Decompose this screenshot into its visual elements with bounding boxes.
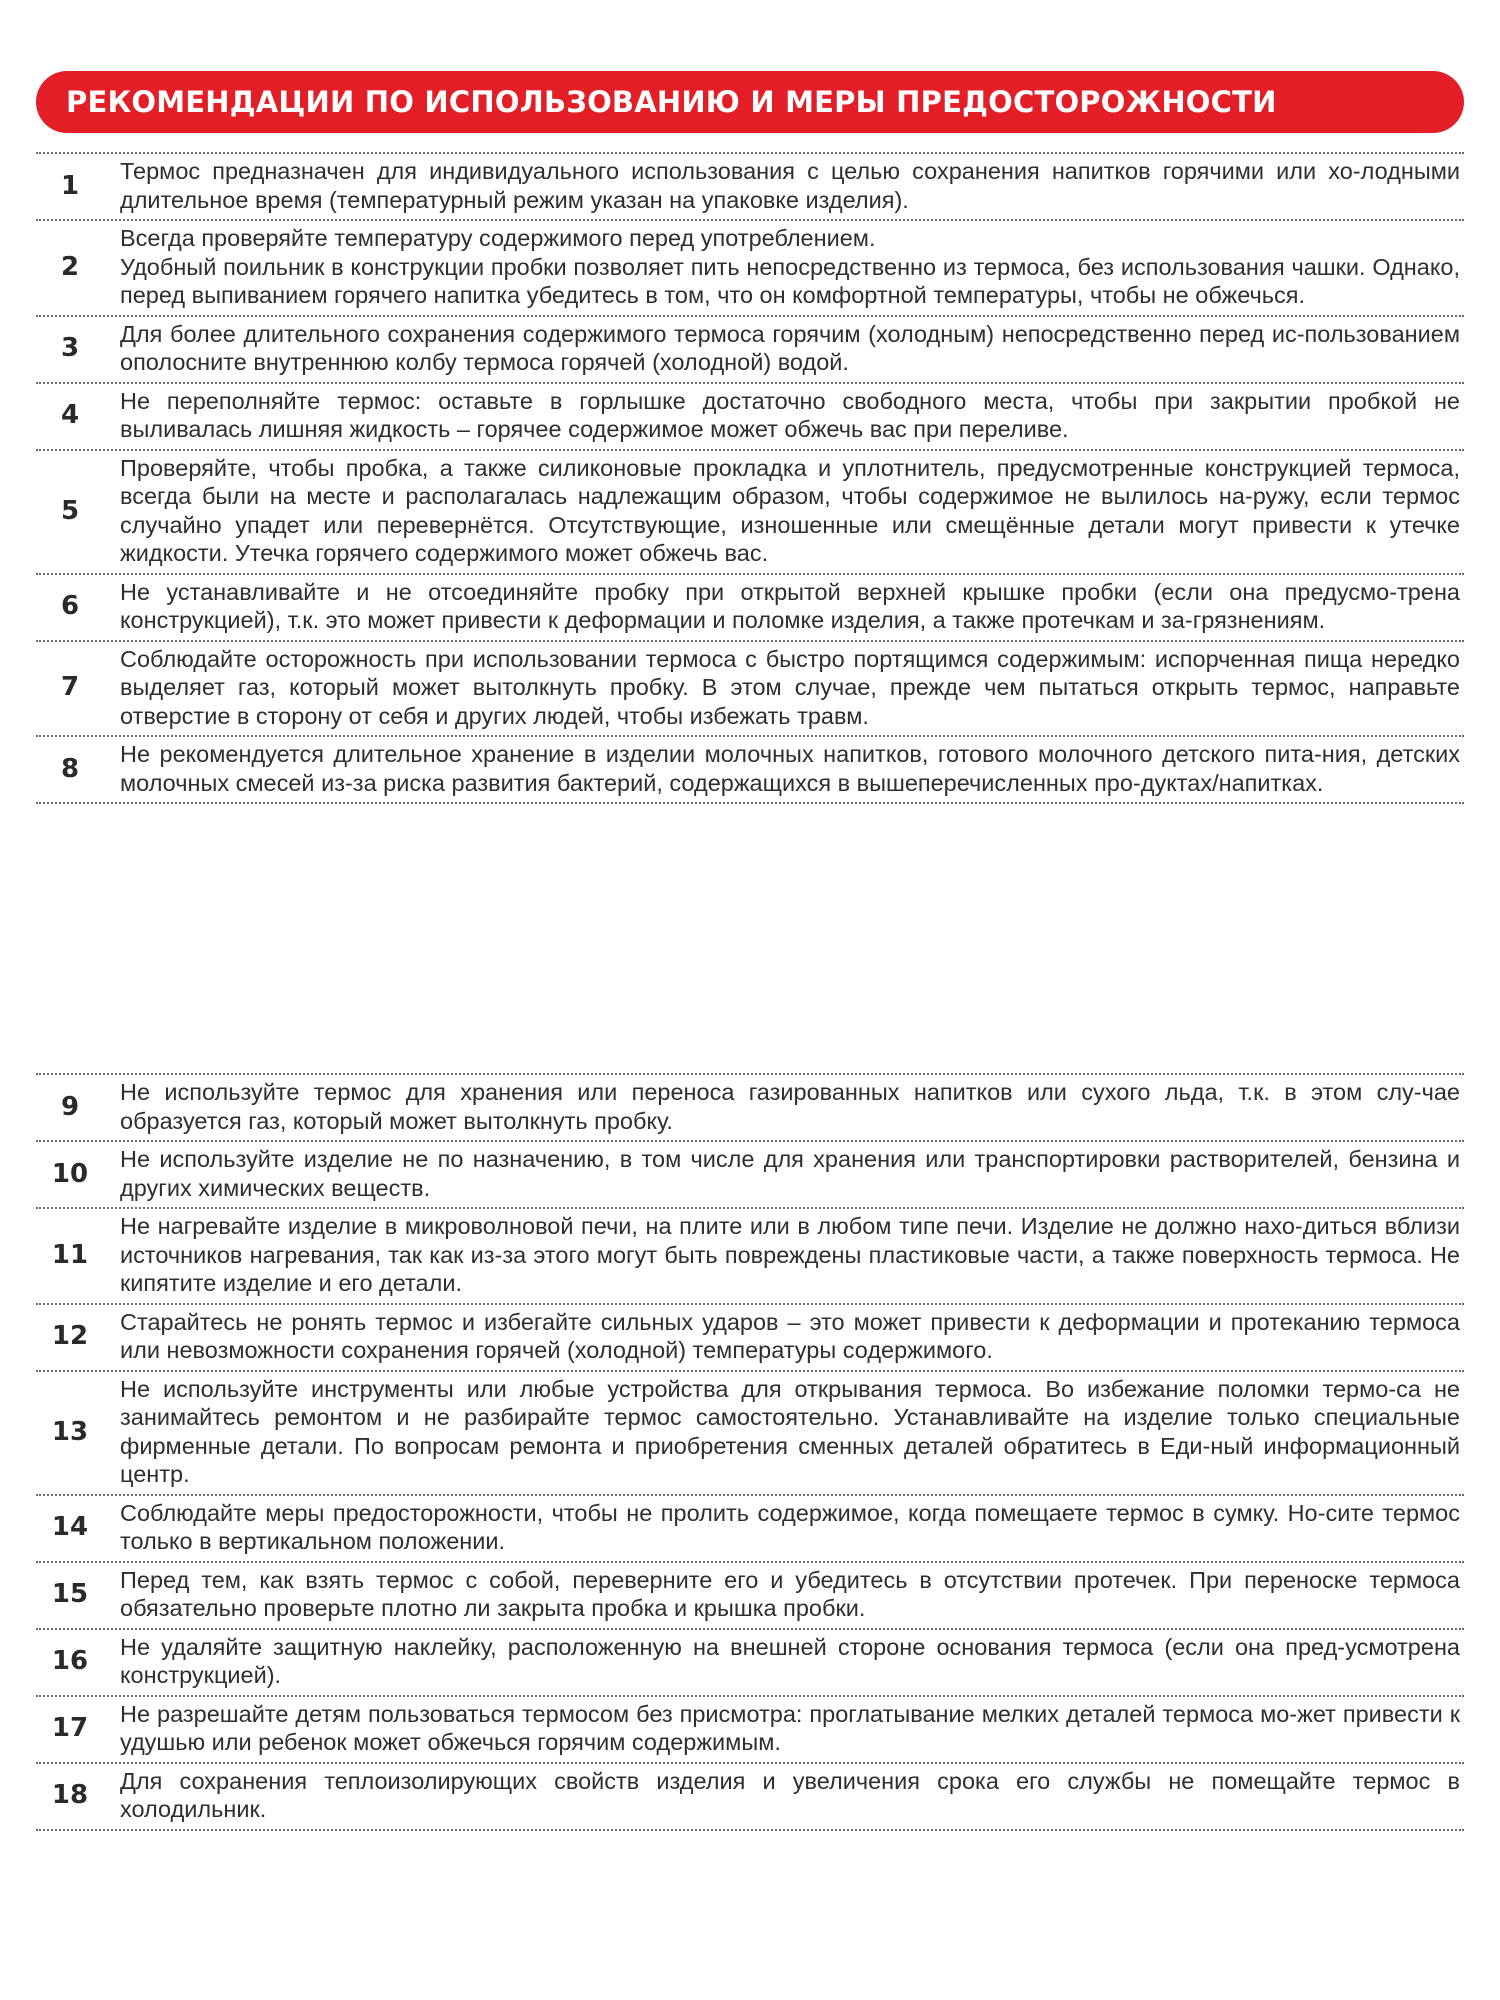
item-text: Перед тем, как взять термос с собой, переверните его и убедитесь в отсутствии протечек. При переноске термоса обязательно проверьте плотно ли закрыта пробка и крышка пробки. <box>120 1566 1460 1621</box>
item-number: 18 <box>51 1780 89 1810</box>
item-number: 16 <box>51 1646 89 1676</box>
list-item <box>36 575 1464 642</box>
item-number: 3 <box>60 333 80 363</box>
item-number: 2 <box>60 251 80 282</box>
item-number: 7 <box>60 672 80 703</box>
list-item <box>36 1764 1464 1831</box>
item-number: 15 <box>51 1579 89 1609</box>
list-item <box>36 737 1464 804</box>
item-text: Термос предназначен для индивидуального использования с целью сохранения напитков горячими или хо-лодными длительное время (температурный режим указан на упаковке изделия). <box>120 158 1460 213</box>
recommendations-list-part-1 <box>36 152 1464 804</box>
item-text: Не нагревайте изделие в микроволновой печи, на плите или в любом типе печи. Изделие не должно нахо-диться вблизи источников нагревания, так как из-за этого могут быть повреждены пластиковые части, а также поверхность термоса. Не кипятите изделие и его детали. <box>120 1213 1460 1296</box>
section-title: РЕКОМЕНДАЦИИ ПО ИСПОЛЬЗОВАНИЮ И МЕРЫ ПРЕДОСТОРОЖНОСТИ <box>66 85 1277 119</box>
item-text: Не переполняйте термос: оставьте в горлышке достаточно свободного места, чтобы при закрытии пробкой не выливалась лишняя жидкость – горячее содержимое может обжечь вас при переливе. <box>120 387 1460 442</box>
item-text: Не разрешайте детям пользоваться термосом без присмотра: проглатывание мелких деталей термоса мо-жет привести к удушью или ребенок может обжечься горячим содержимым. <box>120 1700 1460 1755</box>
item-text: Всегда проверяйте температуру содержимого перед употреблением. Удобный поильник в конструкции пробки позволяет пить непосредственно из термоса, без использования чашки. Однако, перед выпиванием горячего напитка убедитесь в том, что он комфортной температуры, чтобы не обжечься. <box>120 225 1460 308</box>
item-number: 9 <box>60 1091 80 1122</box>
list-item <box>36 1305 1464 1372</box>
list-item <box>36 451 1464 575</box>
item-number: 8 <box>60 753 80 784</box>
section-header <box>36 71 1464 133</box>
item-number: 6 <box>60 591 80 621</box>
item-text: Соблюдайте меры предосторожности, чтобы не пролить содержимое, когда помещаете термос в сумку. Но-сите термос только в вертикальном положении. <box>120 1499 1460 1554</box>
list-item <box>36 1075 1464 1142</box>
item-text: Соблюдайте осторожность при использовании термоса с быстро портящимся содержимым: испорченная пища нередко выделяет газ, который может вытолкнуть пробку. В этом случае, прежде чем пытаться открыть термос, направьте отверстие в сторону от себя и других людей, чтобы избежать травм. <box>120 645 1460 729</box>
item-text: Старайтесь не ронять термос и избегайте сильных ударов – это может привести к деформации и протеканию термоса или невозможности сохранения горячей (холодной) температуры содержимого. <box>120 1308 1460 1363</box>
list-item <box>36 154 1464 221</box>
list-item <box>36 1372 1464 1496</box>
recommendations-list-part-2 <box>36 1073 1464 1831</box>
item-text: Не рекомендуется длительное хранение в изделии молочных напитков, готового молочного детского пита-ния, детских молочных смесей из-за риска развития бактерий, содержащихся в вышеперечисленных про-дуктах/напитках. <box>120 741 1460 796</box>
list-item <box>36 1142 1464 1209</box>
item-number: 5 <box>60 495 80 526</box>
item-text: Для более длительного сохранения содержимого термоса горячим (холодным) непосредственно перед ис-пользованием ополосните внутреннюю колбу термоса горячей (холодной) водой. <box>120 320 1460 375</box>
item-number: 11 <box>51 1239 89 1270</box>
list-item <box>36 221 1464 317</box>
item-number: 10 <box>51 1158 89 1189</box>
item-number: 13 <box>51 1416 89 1447</box>
item-number: 1 <box>60 170 80 201</box>
item-text: Не устанавливайте и не отсоединяйте пробку при открытой верхней крышке пробки (если она предусмо-трена конструкцией), т.к. это может привести к деформации и поломке изделия, а также протечкам и за-грязнениям. <box>120 578 1460 633</box>
list-item <box>36 1496 1464 1563</box>
list-item <box>36 317 1464 384</box>
list-item <box>36 1697 1464 1764</box>
item-text: Не используйте изделие не по назначению, в том числе для хранения или транспортировки растворителей, бензина и других химических веществ. <box>120 1146 1460 1201</box>
list-item <box>36 1209 1464 1305</box>
item-number: 12 <box>51 1321 89 1351</box>
item-text: Не используйте термос для хранения или переноса газированных напитков или сухого льда, т.к. в этом слу-чае образуется газ, который может вытолкнуть пробку. <box>120 1079 1460 1134</box>
item-text: Не удаляйте защитную наклейку, расположенную на внешней стороне основания термоса (если она пред-усмотрена конструкцией). <box>120 1633 1460 1688</box>
list-item <box>36 642 1464 738</box>
item-number: 4 <box>60 400 80 430</box>
item-text: Не используйте инструменты или любые устройства для открывания термоса. Во избежание поломки термо-са не занимайтесь ремонтом и не разбирайте термос самостоятельно. Устанавливайте на изделие только специальные фирменные детали. По вопросам ремонта и приобретения сменных деталей обратитесь в Еди-ный информационный центр. <box>120 1375 1460 1487</box>
list-item <box>36 1563 1464 1630</box>
item-number: 17 <box>51 1713 89 1743</box>
item-number: 14 <box>51 1512 89 1542</box>
item-text: Для сохранения теплоизолирующих свойств изделия и увеличения срока его службы не помещайте термос в холодильник. <box>120 1767 1460 1822</box>
list-item <box>36 384 1464 451</box>
item-text: Проверяйте, чтобы пробка, а также силиконовые прокладка и уплотнитель, предусмотренные конструкцией термоса, всегда были на месте и располагалась надлежащим образом, чтобы содержимое не вылилось на-ружу, если термос случайно упадет или перевернётся. Отсутствующие, изношенные или смещённые детали могут привести к утечке жидкости. Утечка горячего содержимого может обжечь вас. <box>120 454 1460 566</box>
list-item <box>36 1630 1464 1697</box>
